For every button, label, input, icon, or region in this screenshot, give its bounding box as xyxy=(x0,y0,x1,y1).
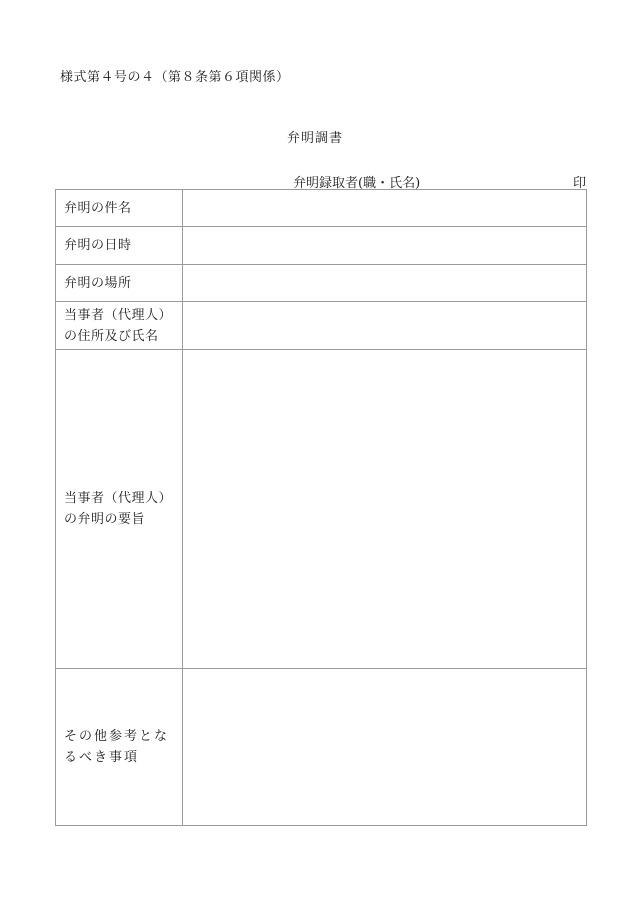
field-other-notes-value xyxy=(183,669,586,825)
label-line: 当事者（代理人） xyxy=(64,491,173,506)
document-title: 弁明調書 xyxy=(286,131,343,146)
table-row-party-address xyxy=(56,302,587,350)
label-line: の住所及び氏名 xyxy=(64,328,159,344)
label-datetime xyxy=(56,227,183,265)
label-line: 弁明の日時 xyxy=(64,238,132,253)
label-line: の弁明の要旨 xyxy=(64,512,146,527)
label-line: 当事者（代理人） xyxy=(64,307,173,323)
label-line: 弁明の場所 xyxy=(64,275,132,291)
field-party-address[interactable] xyxy=(183,302,587,350)
table-row-other-notes xyxy=(56,669,587,826)
label-line: るべき事項 xyxy=(64,750,140,765)
form-number: 様式第４号の４（第８条第６項関係） xyxy=(60,70,290,85)
field-datetime[interactable] xyxy=(183,227,587,265)
label-line: 弁明の件名 xyxy=(64,200,132,216)
label-subject xyxy=(56,190,183,227)
field-subject[interactable] xyxy=(183,190,587,227)
label-place xyxy=(56,265,183,302)
label-other-notes xyxy=(56,669,183,826)
table-row-statement-summary xyxy=(56,350,587,669)
recorder-label: 弁明録取者(職・氏名) xyxy=(293,176,421,191)
field-other-notes[interactable] xyxy=(183,669,587,826)
seal-mark: 印 xyxy=(573,176,587,191)
field-subject-value xyxy=(183,190,586,226)
table-row-subject xyxy=(56,190,587,227)
field-statement-summary-value xyxy=(183,350,586,668)
statement-form-table xyxy=(55,189,587,826)
field-place[interactable] xyxy=(183,265,587,302)
field-datetime-value xyxy=(183,227,586,264)
table-row-place xyxy=(56,265,587,302)
label-statement-summary xyxy=(56,350,183,669)
field-party-address-value xyxy=(183,302,586,349)
field-statement-summary[interactable] xyxy=(183,350,587,669)
label-line: その他参考とな xyxy=(64,729,170,744)
field-place-value xyxy=(183,265,586,301)
label-party-address xyxy=(56,302,183,350)
table-row-datetime xyxy=(56,227,587,265)
